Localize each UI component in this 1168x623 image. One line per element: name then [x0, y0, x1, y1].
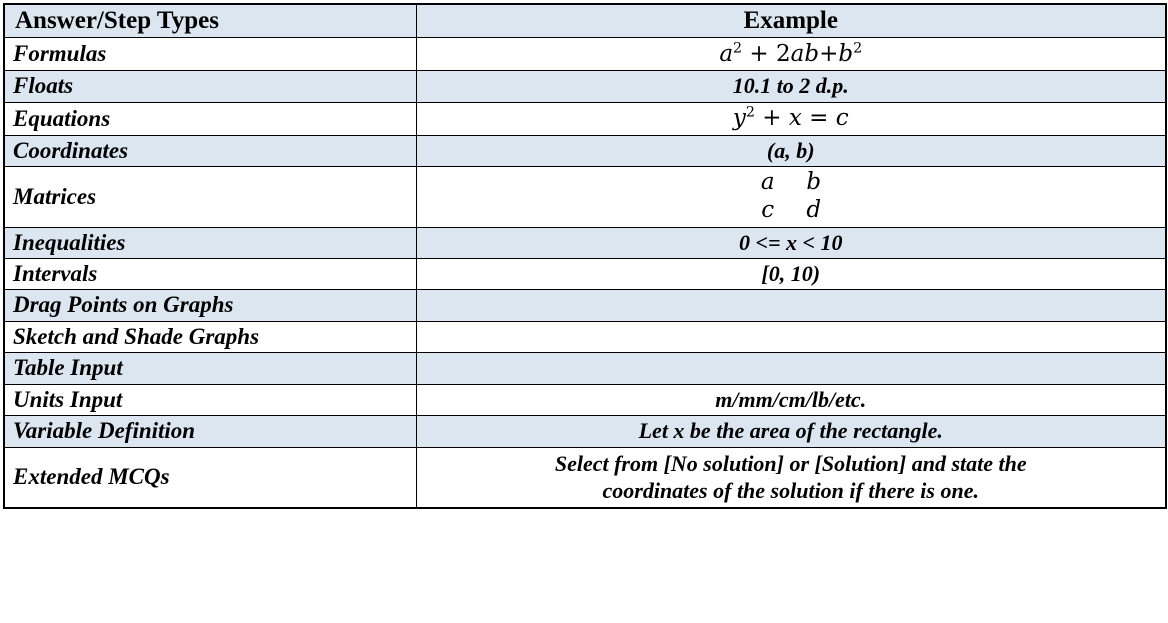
example-matrices: [416, 167, 1166, 227]
example-drag-points-on-graphs: [416, 290, 1166, 321]
table-row: [4, 416, 1166, 447]
example-extended-mcqs-line2: coordinates of the solution if there is one.: [602, 478, 979, 504]
table-body: [4, 38, 1166, 508]
type-intervals: Intervals: [4, 259, 416, 290]
example-units-input: m/mm/cm/lb/etc.: [416, 384, 1166, 415]
example-table-input: [416, 353, 1166, 384]
type-units-input: Units Input: [4, 384, 416, 415]
type-sketch-and-shade-graphs: Sketch and Shade Graphs: [4, 321, 416, 352]
example-floats: 10.1 to 2 d.p.: [416, 71, 1166, 102]
matrix-display: [745, 169, 837, 224]
table-row: [4, 259, 1166, 290]
header-answer-step-types: Answer/Step Types: [4, 4, 416, 38]
matrix-row-1: a b: [760, 169, 822, 196]
formula-expression: $a^2 + 2ab+b^2$: [719, 40, 863, 67]
type-matrices: Matrices: [4, 167, 416, 227]
type-inequalities: Inequalities: [4, 227, 416, 258]
example-equations: [416, 102, 1166, 135]
table-row: [4, 290, 1166, 321]
example-intervals: [0, 10): [416, 259, 1166, 290]
example-inequalities: 0 <= x < 10: [416, 227, 1166, 258]
table-row: [4, 38, 1166, 71]
table-row: [4, 447, 1166, 508]
example-coordinates: (a, b): [416, 135, 1166, 166]
example-extended-mcqs-line1: Select from [No solution] or [Solution] and state the: [554, 450, 1027, 476]
table-row: [4, 135, 1166, 166]
table-header-row: [4, 4, 1166, 38]
example-variable-definition: Let x be the area of the rectangle.: [416, 416, 1166, 447]
example-sketch-and-shade-graphs: [416, 321, 1166, 352]
example-extended-mcqs: [416, 447, 1166, 508]
table-row: [4, 102, 1166, 135]
table-row: [4, 321, 1166, 352]
type-floats: Floats: [4, 71, 416, 102]
type-coordinates: Coordinates: [4, 135, 416, 166]
type-extended-mcqs: Extended MCQs: [4, 447, 416, 508]
type-variable-definition: Variable Definition: [4, 416, 416, 447]
table-row: [4, 353, 1166, 384]
type-equations: Equations: [4, 102, 416, 135]
type-formulas: Formulas: [4, 38, 416, 71]
answer-step-types-table: [3, 3, 1167, 509]
table-header: [4, 4, 1166, 38]
example-formulas: [416, 38, 1166, 71]
table-row: [4, 71, 1166, 102]
matrix-row-2: c d: [761, 196, 822, 223]
table-row: [4, 227, 1166, 258]
type-drag-points-on-graphs: Drag Points on Graphs: [4, 290, 416, 321]
type-table-input: Table Input: [4, 353, 416, 384]
header-example: Example: [416, 4, 1166, 38]
table-row: [4, 167, 1166, 227]
table-row: [4, 384, 1166, 415]
equation-expression: $y^2 + x = c$: [732, 104, 849, 132]
